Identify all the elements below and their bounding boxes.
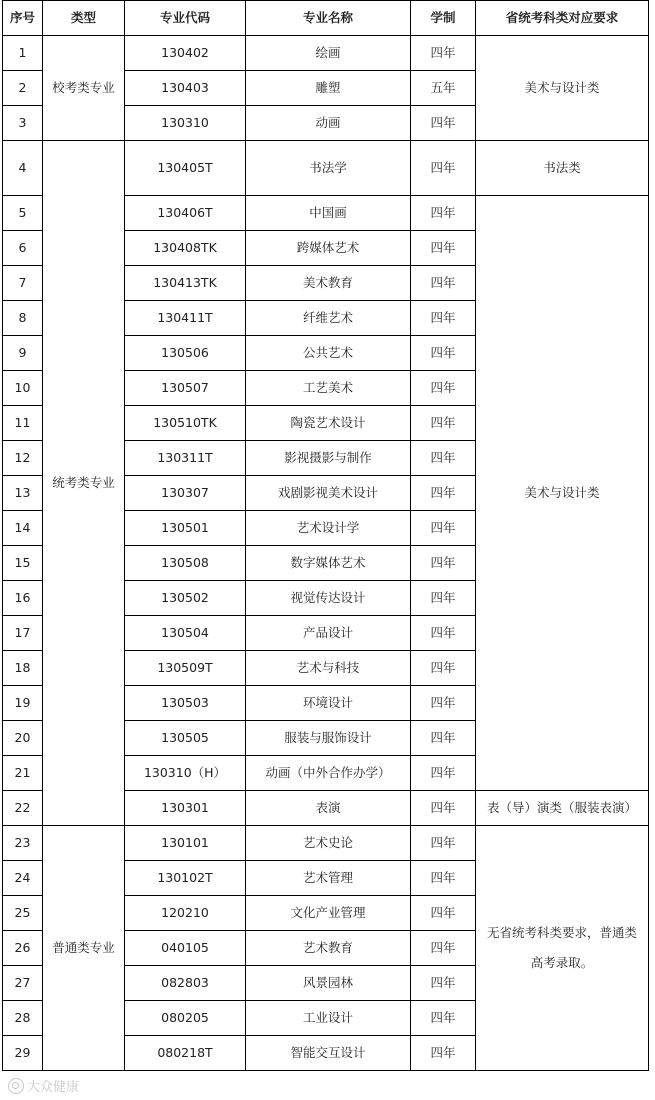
study-years: 四年 bbox=[411, 581, 476, 616]
study-years: 四年 bbox=[411, 106, 476, 141]
major-category: 统考类专业 bbox=[43, 141, 125, 826]
study-years: 四年 bbox=[411, 196, 476, 231]
major-code: 130505 bbox=[125, 721, 246, 756]
row-number: 27 bbox=[3, 966, 43, 1001]
study-years: 四年 bbox=[411, 441, 476, 476]
exam-requirement: 美术与设计类 bbox=[476, 36, 649, 141]
major-code: 130301 bbox=[125, 791, 246, 826]
row-number: 12 bbox=[3, 441, 43, 476]
table-row bbox=[3, 36, 649, 71]
major-code: 040105 bbox=[125, 931, 246, 966]
major-code: 130408TK bbox=[125, 231, 246, 266]
major-name: 风景园林 bbox=[246, 966, 411, 1001]
study-years: 四年 bbox=[411, 966, 476, 1001]
major-code: 130102T bbox=[125, 861, 246, 896]
major-code: 130403 bbox=[125, 71, 246, 106]
row-number: 16 bbox=[3, 581, 43, 616]
major-name: 服装与服饰设计 bbox=[246, 721, 411, 756]
header-no: 序号 bbox=[3, 1, 43, 36]
row-number: 4 bbox=[3, 141, 43, 196]
major-name: 动画 bbox=[246, 106, 411, 141]
table-row bbox=[3, 141, 649, 196]
row-number: 7 bbox=[3, 266, 43, 301]
study-years: 四年 bbox=[411, 616, 476, 651]
major-category: 普通类专业 bbox=[43, 826, 125, 1071]
watermark-text: 大众健康 bbox=[27, 1080, 80, 1095]
major-code: 130405T bbox=[125, 141, 246, 196]
exam-requirement: 美术与设计类 bbox=[476, 196, 649, 791]
row-number: 1 bbox=[3, 36, 43, 71]
major-category: 校考类专业 bbox=[43, 36, 125, 141]
row-number: 14 bbox=[3, 511, 43, 546]
major-name: 动画（中外合作办学） bbox=[246, 756, 411, 791]
study-years: 四年 bbox=[411, 756, 476, 791]
row-number: 10 bbox=[3, 371, 43, 406]
header-years: 学制 bbox=[411, 1, 476, 36]
study-years: 四年 bbox=[411, 371, 476, 406]
row-number: 6 bbox=[3, 231, 43, 266]
majors-table bbox=[2, 0, 649, 1071]
row-number: 3 bbox=[3, 106, 43, 141]
major-name: 表演 bbox=[246, 791, 411, 826]
major-code: 080205 bbox=[125, 1001, 246, 1036]
major-name: 艺术教育 bbox=[246, 931, 411, 966]
header-type: 类型 bbox=[43, 1, 125, 36]
major-name: 艺术史论 bbox=[246, 826, 411, 861]
major-code: 130101 bbox=[125, 826, 246, 861]
major-name: 产品设计 bbox=[246, 616, 411, 651]
major-code: 130310 bbox=[125, 106, 246, 141]
study-years: 四年 bbox=[411, 1001, 476, 1036]
study-years: 四年 bbox=[411, 861, 476, 896]
major-name: 环境设计 bbox=[246, 686, 411, 721]
row-number: 5 bbox=[3, 196, 43, 231]
major-name: 公共艺术 bbox=[246, 336, 411, 371]
major-name: 影视摄影与制作 bbox=[246, 441, 411, 476]
major-code: 130311T bbox=[125, 441, 246, 476]
study-years: 四年 bbox=[411, 406, 476, 441]
study-years: 四年 bbox=[411, 791, 476, 826]
major-name: 跨媒体艺术 bbox=[246, 231, 411, 266]
watermark-logo-icon bbox=[8, 1078, 24, 1094]
major-name: 数字媒体艺术 bbox=[246, 546, 411, 581]
row-number: 17 bbox=[3, 616, 43, 651]
major-name: 美术教育 bbox=[246, 266, 411, 301]
table-header-row bbox=[3, 1, 649, 36]
row-number: 21 bbox=[3, 756, 43, 791]
major-name: 工艺美术 bbox=[246, 371, 411, 406]
study-years: 四年 bbox=[411, 1036, 476, 1071]
row-number: 24 bbox=[3, 861, 43, 896]
table-body bbox=[3, 36, 649, 1071]
row-number: 23 bbox=[3, 826, 43, 861]
major-code: 130510TK bbox=[125, 406, 246, 441]
row-number: 25 bbox=[3, 896, 43, 931]
study-years: 四年 bbox=[411, 651, 476, 686]
row-number: 18 bbox=[3, 651, 43, 686]
study-years: 五年 bbox=[411, 71, 476, 106]
study-years: 四年 bbox=[411, 686, 476, 721]
major-code: 130506 bbox=[125, 336, 246, 371]
major-name: 陶瓷艺术设计 bbox=[246, 406, 411, 441]
major-code: 130501 bbox=[125, 511, 246, 546]
major-name: 绘画 bbox=[246, 36, 411, 71]
row-number: 13 bbox=[3, 476, 43, 511]
row-number: 2 bbox=[3, 71, 43, 106]
study-years: 四年 bbox=[411, 721, 476, 756]
row-number: 19 bbox=[3, 686, 43, 721]
row-number: 15 bbox=[3, 546, 43, 581]
exam-requirement: 表（导）演类（服装表演） bbox=[476, 791, 649, 826]
major-code: 080218T bbox=[125, 1036, 246, 1071]
major-code: 130402 bbox=[125, 36, 246, 71]
exam-requirement: 无省统考科类要求，普通类高考录取。 bbox=[476, 826, 649, 1071]
major-code: 130413TK bbox=[125, 266, 246, 301]
study-years: 四年 bbox=[411, 141, 476, 196]
major-code: 130307 bbox=[125, 476, 246, 511]
study-years: 四年 bbox=[411, 36, 476, 71]
major-code: 130507 bbox=[125, 371, 246, 406]
row-number: 20 bbox=[3, 721, 43, 756]
exam-requirement: 书法类 bbox=[476, 141, 649, 196]
header-name: 专业名称 bbox=[246, 1, 411, 36]
watermark bbox=[8, 1076, 79, 1095]
row-number: 28 bbox=[3, 1001, 43, 1036]
major-code: 120210 bbox=[125, 896, 246, 931]
study-years: 四年 bbox=[411, 511, 476, 546]
major-code: 082803 bbox=[125, 966, 246, 1001]
major-name: 智能交互设计 bbox=[246, 1036, 411, 1071]
study-years: 四年 bbox=[411, 266, 476, 301]
major-name: 视觉传达设计 bbox=[246, 581, 411, 616]
study-years: 四年 bbox=[411, 231, 476, 266]
study-years: 四年 bbox=[411, 301, 476, 336]
study-years: 四年 bbox=[411, 826, 476, 861]
row-number: 22 bbox=[3, 791, 43, 826]
major-code: 130406T bbox=[125, 196, 246, 231]
row-number: 8 bbox=[3, 301, 43, 336]
major-code: 130411T bbox=[125, 301, 246, 336]
study-years: 四年 bbox=[411, 931, 476, 966]
major-code: 130508 bbox=[125, 546, 246, 581]
major-code: 130310（H） bbox=[125, 756, 246, 791]
study-years: 四年 bbox=[411, 336, 476, 371]
header-requirement: 省统考科类对应要求 bbox=[476, 1, 649, 36]
major-name: 艺术设计学 bbox=[246, 511, 411, 546]
major-name: 艺术与科技 bbox=[246, 651, 411, 686]
study-years: 四年 bbox=[411, 896, 476, 931]
table-row bbox=[3, 826, 649, 861]
major-name: 中国画 bbox=[246, 196, 411, 231]
major-name: 戏剧影视美术设计 bbox=[246, 476, 411, 511]
major-code: 130503 bbox=[125, 686, 246, 721]
major-name: 文化产业管理 bbox=[246, 896, 411, 931]
header-code: 专业代码 bbox=[125, 1, 246, 36]
major-name: 工业设计 bbox=[246, 1001, 411, 1036]
major-code: 130502 bbox=[125, 581, 246, 616]
major-name: 雕塑 bbox=[246, 71, 411, 106]
row-number: 29 bbox=[3, 1036, 43, 1071]
major-name: 纤维艺术 bbox=[246, 301, 411, 336]
major-name: 艺术管理 bbox=[246, 861, 411, 896]
study-years: 四年 bbox=[411, 546, 476, 581]
study-years: 四年 bbox=[411, 476, 476, 511]
row-number: 11 bbox=[3, 406, 43, 441]
row-number: 26 bbox=[3, 931, 43, 966]
major-code: 130509T bbox=[125, 651, 246, 686]
major-name: 书法学 bbox=[246, 141, 411, 196]
major-code: 130504 bbox=[125, 616, 246, 651]
row-number: 9 bbox=[3, 336, 43, 371]
